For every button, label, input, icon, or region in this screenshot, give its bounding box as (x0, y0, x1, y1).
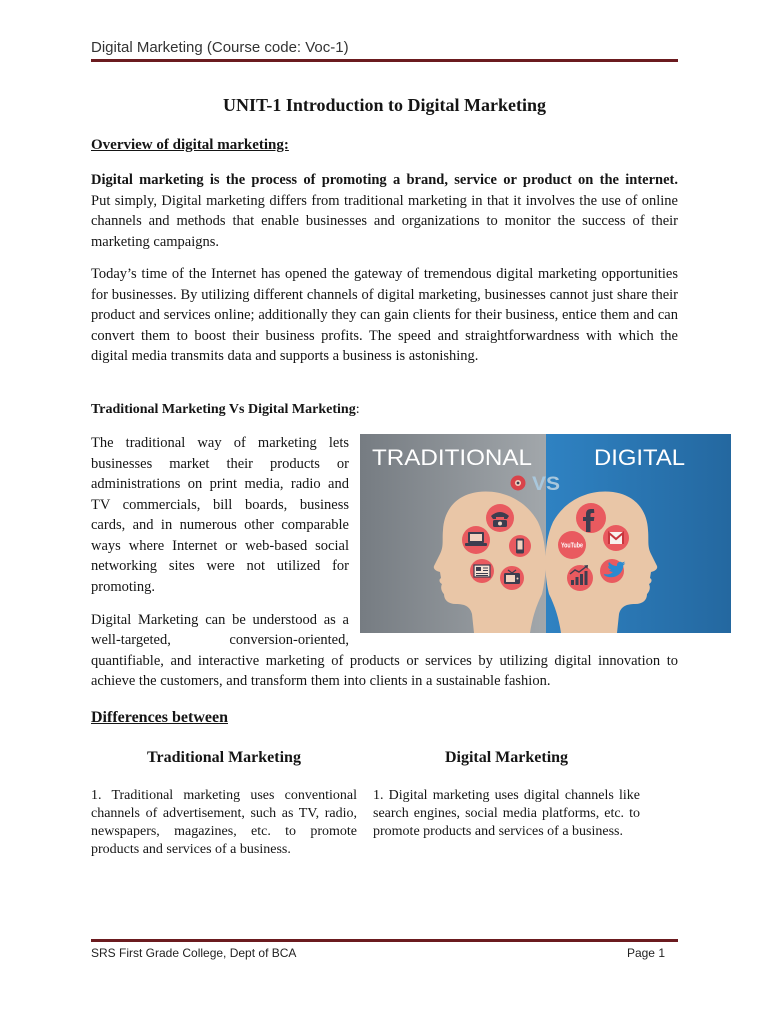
page-title: UNIT-1 Introduction to Digital Marketing (222, 95, 546, 115)
traditional-marketing-paragraph: The traditional way of marketing lets businesses market their products or administrations on print media, radio and TV commercials, bill boards, business cards, and in numerous other comparable ways where Internet or web-based social networking sites were not utilized for promoting. (91, 435, 349, 595)
digital-point-1: 1. Digital marketing uses digital channels like search engines, social media platforms, etc. to promote products and services of a business. (373, 788, 640, 839)
definition-text: Put simply, Digital marketing differs from traditional marketing in that it involves the use of online channels and methods that enable businesses and organizations to monitor the success of their marketing campaigns. (91, 192, 678, 250)
digital-marketing-paragraph: Digital Marketing can be understood as a well-targeted, conversion-oriented, quantifiable, and interactive marketing of products or services by utilizing digital innovation to achieve the customers, and transform them into clients in a sustainable fashion. (91, 611, 678, 689)
footer-rule (91, 939, 678, 942)
running-header: Digital Marketing (Course code: Voc-1) (91, 39, 349, 56)
definition-lead: Digital marketing is the process of promoting a brand, service or product on the internet. (91, 172, 678, 188)
vs-label: VS (532, 474, 560, 495)
comparison-heading-text: Traditional Marketing Vs Digital Marketing (91, 402, 356, 417)
television-icon (500, 566, 524, 590)
traditional-point-1: 1. Traditional marketing uses conventional channels of advertisement, such as TV, radio, newspapers, magazines, etc. to promote products and services of a business. (91, 788, 357, 857)
traditional-vs-digital-image (360, 434, 731, 633)
mobile-phone-icon (509, 535, 531, 557)
page-number: Page 1 (626, 946, 665, 960)
traditional-label: TRADITIONAL (372, 445, 532, 470)
facebook-icon (576, 503, 606, 533)
overview-paragraph-2: Today’s time of the Internet has opened the gateway of tremendous digital marketing opportunities for businesses. By utilizing different channels of digital marketing, businesses cannot just share their product and services online; additionally they can gain clients for their business, entice them and can convert them to boost their business profits. The speed and straightforwardness with which the digital media transmits data and supports a business is astonishing. (91, 266, 678, 364)
youtube-logo-text: YouTube (561, 542, 584, 550)
youtube-icon (558, 531, 586, 559)
comparison-heading-colon: : (355, 402, 360, 417)
digital-column-heading: Digital Marketing (444, 749, 569, 766)
header-rule (91, 59, 678, 62)
laptop-icon (462, 526, 490, 554)
overview-heading: Overview of digital marketing: (91, 137, 289, 153)
comparison-heading (91, 400, 360, 420)
chart-icon (567, 565, 593, 591)
overview-paragraph-1 (91, 170, 678, 252)
newspaper-icon (470, 559, 494, 583)
differences-heading: Differences between (91, 709, 228, 726)
digital-label: DIGITAL (594, 445, 685, 470)
telephone-icon (486, 504, 514, 532)
traditional-column-heading: Traditional Marketing (147, 749, 301, 766)
footer-college: SRS First Grade College, Dept of BCA (91, 946, 297, 960)
browser-icon (511, 476, 526, 491)
gmail-icon (603, 525, 629, 551)
